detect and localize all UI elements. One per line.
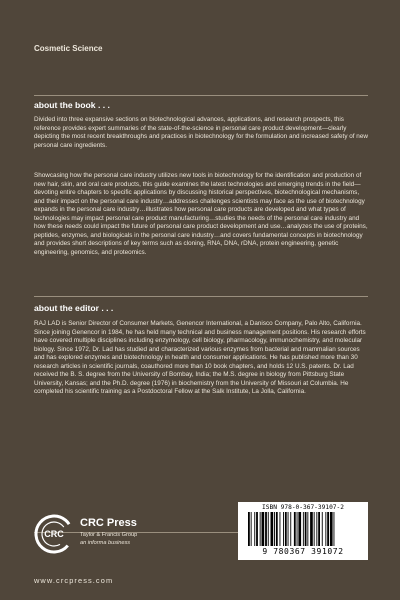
barcode-bar <box>325 512 326 546</box>
about-editor-heading: about the editor . . . <box>34 303 114 313</box>
barcode-bar <box>276 512 278 546</box>
barcode-bar <box>248 512 250 546</box>
series-title: Cosmetic Science <box>34 44 103 53</box>
barcode-bar <box>305 512 307 546</box>
barcode-bar <box>334 512 335 546</box>
barcode-bar <box>285 512 287 546</box>
barcode-bar <box>297 512 298 546</box>
barcode-bar <box>318 512 320 546</box>
barcode-bar <box>265 512 267 546</box>
barcode-bars <box>248 512 360 546</box>
about-editor-paragraph: RAJ LAD is Senior Director of Consumer Markets, Genencor International, a Danisco Company, Palo Alto, California. Since joining Genencor in 1984, he has held many technical and business management positions. His research efforts have covered multiple disciplines including enzymology, cell biology, pharmacology, immunochemistry, and molecular biology. Since 1972, Dr. Lad has studied and characterized various enzymes from bacterial and mammalian sources and has explored enzymes and biotechnology in health and consumer applications. He has published more than 30 research articles in scientific journals, coauthored more than 10 book chapters, and holds 12 U.S. patents. Dr. Lad received the B. S. degree from the University of Bombay, India; the M.S. degree in biology from Pittsburg State University, Kansas; and the Ph.D. degree (1976) in biochemistry from the University of Missouri at Columbia. He completed his scientific training as a Postdoctoral Fellow at the Salk Institute, La Jolla, California. <box>34 320 366 396</box>
barcode-bar <box>280 512 281 546</box>
barcode-bar <box>256 512 258 546</box>
barcode-bar <box>322 512 323 546</box>
barcode-bar <box>262 512 265 546</box>
barcode-bar <box>290 512 291 546</box>
barcode-bar <box>294 512 296 546</box>
barcode-bar <box>303 512 304 546</box>
barcode-bar <box>310 512 313 546</box>
divider-top <box>34 95 368 96</box>
publisher-block <box>34 514 184 570</box>
publisher-url[interactable]: www.crcpress.com <box>34 576 114 585</box>
about-book-paragraph-1: Divided into three expansive sections on biotechnological advances, applications, and research prospects, this reference provides expert summaries of the state-of-the-science in personal care product development—clearly depicting the most recent breakthroughs and practices in biotechnology for the formulation and increased safety of new personal care ingredients. <box>34 116 368 149</box>
crc-logo-icon <box>34 514 74 554</box>
divider-middle <box>34 296 368 297</box>
barcode-bar <box>327 512 329 546</box>
barcode-bar <box>307 512 308 546</box>
barcode-bar <box>271 512 274 546</box>
logo-text: CRC <box>44 529 64 539</box>
about-book-heading: about the book . . . <box>34 100 110 110</box>
barcode-bar <box>251 512 252 546</box>
barcode-bar <box>316 512 317 546</box>
isbn-label: ISBN 978-0-367-39107-2 <box>262 504 344 511</box>
barcode-bar <box>283 512 284 546</box>
barcode-bar <box>314 512 315 546</box>
barcode-bar <box>274 512 275 546</box>
barcode-bar <box>260 512 261 546</box>
barcode-box <box>238 502 368 560</box>
barcode-bar <box>298 512 301 546</box>
publisher-tagline: an informa business <box>80 540 131 546</box>
about-book-paragraph-2: Showcasing how the personal care industry utilizes new tools in biotechnology for the identification and production of new hair, skin, and oral care products, this guide examines the latest technologies and emerging trends in the field—devoting entire chapters to specific applications by discussing historical perspectives, biotechnological mechanisms, and their impact on the personal care industry…addresses challenges scientists may face as the use of biotechnology expands in the personal care industry…illustrates how personal care products are developed and what types of technologies may impact personal care product manufacturing…studies the needs of the personal care industry and how these needs could impact the future of personal care product development and use…analyzes the use of proteins, peptides, enzymes, and biologicals in the personal care industry…and covers fundamental concepts in biotechnology and provides short descriptions of key terms such as cloning, RNA, DNA, rDNA, protein engineering, genetic engineering, genomics, and proteomics. <box>34 172 368 256</box>
barcode-bar <box>268 512 269 546</box>
publisher-group: Taylor & Francis Group <box>80 532 138 538</box>
barcode-bar <box>330 512 333 546</box>
barcode-bar <box>288 512 289 546</box>
barcode-bar <box>254 512 255 546</box>
barcode-digits: 9 780367 391072 <box>262 547 344 556</box>
publisher-name: CRC Press <box>80 517 137 529</box>
